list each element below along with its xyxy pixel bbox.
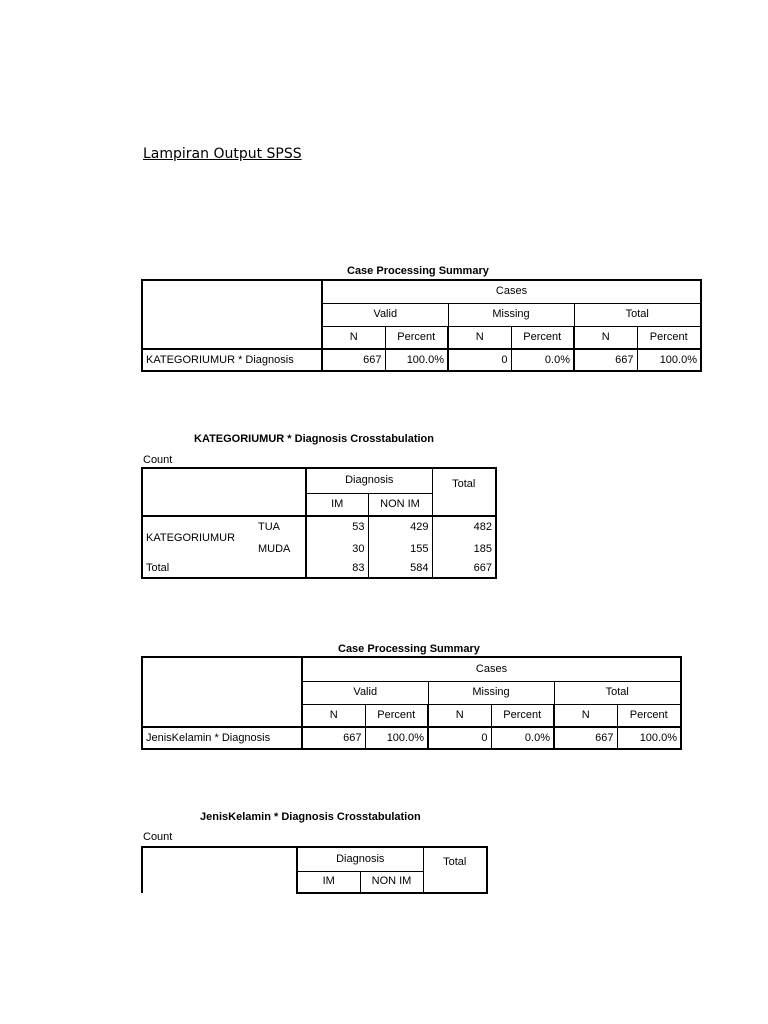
- cross1-corner: [142, 468, 306, 516]
- cross1-row-label: MUDA: [255, 538, 306, 560]
- cross1-cell: 482: [432, 516, 496, 538]
- cross1-caption: KATEGORIUMUR * Diagnosis Crosstabulation: [194, 433, 434, 445]
- cps2-cell: 0.0%: [491, 727, 554, 749]
- cross2-count-label: Count: [143, 831, 173, 843]
- cps1-corner: [142, 280, 322, 349]
- cps1-total-header: Total: [574, 303, 701, 326]
- cps2-row-label: JenisKelamin * Diagnosis: [142, 727, 302, 749]
- cross1-table: [141, 467, 497, 579]
- cps1-table: [141, 279, 702, 372]
- cps1-cell: 667: [322, 349, 385, 371]
- cross1-total-header: Total: [432, 468, 496, 516]
- cross1-cell: 185: [432, 538, 496, 560]
- cross1-count-label: Count: [143, 454, 173, 466]
- cross1-diagnosis-header: Diagnosis: [306, 468, 432, 493]
- cps2-missing-percent-header: Percent: [491, 704, 554, 727]
- cps1-cell: 100.0%: [637, 349, 701, 371]
- document-title: Lampiran Output SPSS: [143, 146, 302, 162]
- cps2-cell: 0: [428, 727, 491, 749]
- cps1-total-percent-header: Percent: [637, 326, 701, 349]
- cps2-table: [141, 656, 682, 750]
- cps1-missing-header: Missing: [448, 303, 574, 326]
- cps1-missing-n-header: N: [448, 326, 511, 349]
- cps2-cases-header: Cases: [302, 657, 681, 681]
- cross1-im-header: IM: [306, 493, 368, 516]
- cross1-cell: 155: [368, 538, 432, 560]
- cps2-corner: [142, 657, 302, 727]
- cps2-valid-percent-header: Percent: [365, 704, 428, 727]
- cps2-total-header: Total: [554, 681, 681, 704]
- cps2-total-n-header: N: [554, 704, 617, 727]
- cps2-valid-header: Valid: [302, 681, 428, 704]
- cross1-cell: 53: [306, 516, 368, 538]
- cross1-total-row-label: Total: [142, 560, 306, 578]
- cps2-valid-n-header: N: [302, 704, 365, 727]
- cps2-total-percent-header: Percent: [617, 704, 681, 727]
- cps1-row-label: KATEGORIUMUR * Diagnosis: [142, 349, 322, 371]
- cps2-caption: Case Processing Summary: [338, 643, 480, 655]
- cross1-row-var: KATEGORIUMUR: [142, 516, 255, 560]
- cross2-total-header: Total: [423, 847, 487, 893]
- cps2-missing-header: Missing: [428, 681, 554, 704]
- cps2-cell: 100.0%: [617, 727, 681, 749]
- cross1-cell: 83: [306, 560, 368, 578]
- cps1-cases-header: Cases: [322, 280, 701, 303]
- cross1-cell: 30: [306, 538, 368, 560]
- cps1-cell: 0: [448, 349, 511, 371]
- cps1-total-n-header: N: [574, 326, 637, 349]
- table-row: [142, 516, 496, 538]
- cps1-valid-n-header: N: [322, 326, 385, 349]
- cps1-valid-header: Valid: [322, 303, 448, 326]
- cross2-corner: [142, 847, 297, 893]
- cross2-nonim-header: NON IM: [360, 871, 423, 893]
- cps2-cell: 667: [302, 727, 365, 749]
- cross1-cell: 584: [368, 560, 432, 578]
- cps1-valid-percent-header: Percent: [385, 326, 448, 349]
- cross1-cell: 667: [432, 560, 496, 578]
- cps1-cell: 0.0%: [511, 349, 574, 371]
- cps2-cell: 100.0%: [365, 727, 428, 749]
- cps1-caption: Case Processing Summary: [347, 265, 489, 277]
- table-row: [142, 349, 701, 371]
- cps1-missing-percent-header: Percent: [511, 326, 574, 349]
- cross1-nonim-header: NON IM: [368, 493, 432, 516]
- cross2-diagnosis-header: Diagnosis: [297, 847, 423, 871]
- cps2-missing-n-header: N: [428, 704, 491, 727]
- table-row: [142, 560, 496, 578]
- cps1-cell: 667: [574, 349, 637, 371]
- cross2-caption: JenisKelamin * Diagnosis Crosstabulation: [200, 811, 421, 823]
- cross2-table: [141, 846, 488, 894]
- cross1-row-label: TUA: [255, 516, 306, 538]
- cps1-cell: 100.0%: [385, 349, 448, 371]
- cross1-cell: 429: [368, 516, 432, 538]
- table-row: [142, 727, 681, 749]
- cross2-im-header: IM: [297, 871, 360, 893]
- cps2-cell: 667: [554, 727, 617, 749]
